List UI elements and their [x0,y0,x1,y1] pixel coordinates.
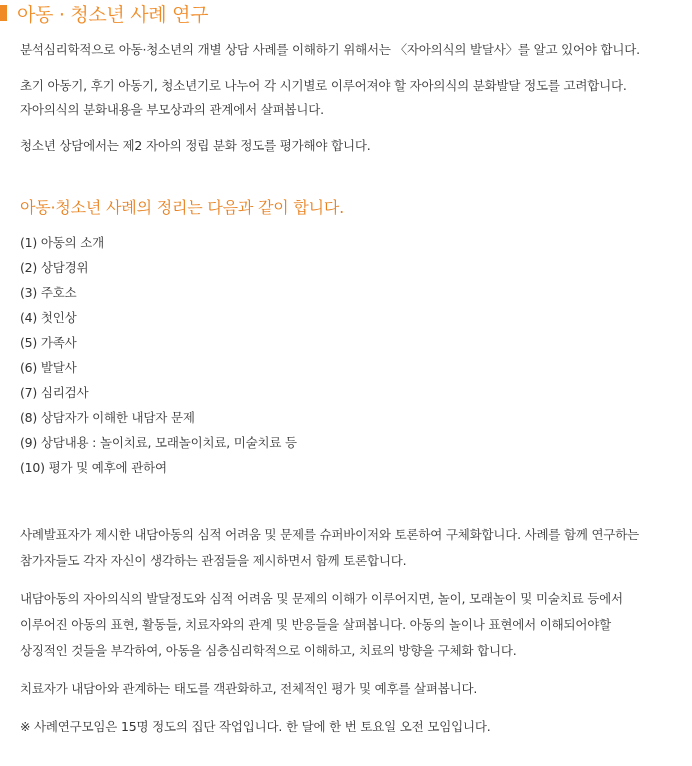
paragraph-line: ※ 사례연구모임은 15명 정도의 집단 작업입니다. 한 달에 한 번 토요일 오전 모임입니다. [20,719,491,734]
case-outline-list [20,230,680,480]
list-item: (10) 평가 및 예후에 관하여 [20,460,167,475]
content-body [20,38,680,752]
paragraph-line: 사례발표자가 제시한 내담아동의 심적 어려움 및 문제를 슈퍼바이저와 토론하여 구체화합니다. 사례를 함께 연구하는 [20,527,640,542]
paragraph-line: 초기 아동기, 후기 아동기, 청소년기로 나누어 각 시기별로 이루어져야 할 자아의식의 분화발달 정도를 고려합니다. [20,78,627,93]
paragraph-line: 이루어진 아동의 표현, 활동들, 치료자와의 관계 및 반응들을 살펴봅니다. 아동의 놀이나 표현에서 이해되어야할 [20,617,611,632]
meeting-note [20,714,680,740]
closing-paragraph-2 [20,586,680,664]
title-accent-bar [0,5,7,21]
section-heading: 아동·청소년 사례의 정리는 다음과 같이 합니다. [20,198,345,217]
list-item: (9) 상담내용 : 놀이치료, 모래놀이치료, 미술치료 등 [20,435,297,450]
page-title [0,0,208,26]
intro-paragraph-3 [20,134,680,158]
paragraph-line: 내담아동의 자아의식의 발달정도와 심적 어려움 및 문제의 이해가 이루어지면, 놀이, 모래놀이 및 미술치료 등에서 [20,591,623,606]
list-item: (7) 심리검사 [20,385,89,400]
paragraph-line: 자아의식의 분화내용을 부모상과의 관계에서 살펴봅니다. [20,102,324,117]
closing-paragraph-3 [20,676,680,702]
list-item: (3) 주호소 [20,285,77,300]
list-item: (8) 상담자가 이해한 내담자 문제 [20,410,195,425]
list-item: (1) 아동의 소개 [20,235,105,250]
intro-paragraph-1 [20,38,680,62]
paragraph-line: 상징적인 것들을 부각하여, 아동을 심층심리학적으로 이해하고, 치료의 방향을 구체화 합니다. [20,643,517,658]
intro-paragraph-2 [20,74,680,122]
list-item: (6) 발달사 [20,360,77,375]
paragraph-line: 치료자가 내담아와 관계하는 태도를 객관화하고, 전체적인 평가 및 예후를 살펴봅니다. [20,681,478,696]
list-item: (4) 첫인상 [20,310,77,325]
page-title-text: 아동 · 청소년 사례 연구 [17,3,209,26]
list-item: (5) 가족사 [20,335,77,350]
closing-paragraph-1 [20,522,680,574]
paragraph-line: 청소년 상담에서는 제2 자아의 정립 분화 정도를 평가해야 합니다. [20,138,371,153]
paragraph-line: 분석심리학적으로 아동·청소년의 개별 상담 사례를 이해하기 위해서는 〈자아의식의 발달사〉를 알고 있어야 합니다. [20,42,640,57]
list-item: (2) 상담경위 [20,260,89,275]
paragraph-line: 참가자들도 각자 자신이 생각하는 관점들을 제시하면서 함께 토론합니다. [20,553,407,568]
